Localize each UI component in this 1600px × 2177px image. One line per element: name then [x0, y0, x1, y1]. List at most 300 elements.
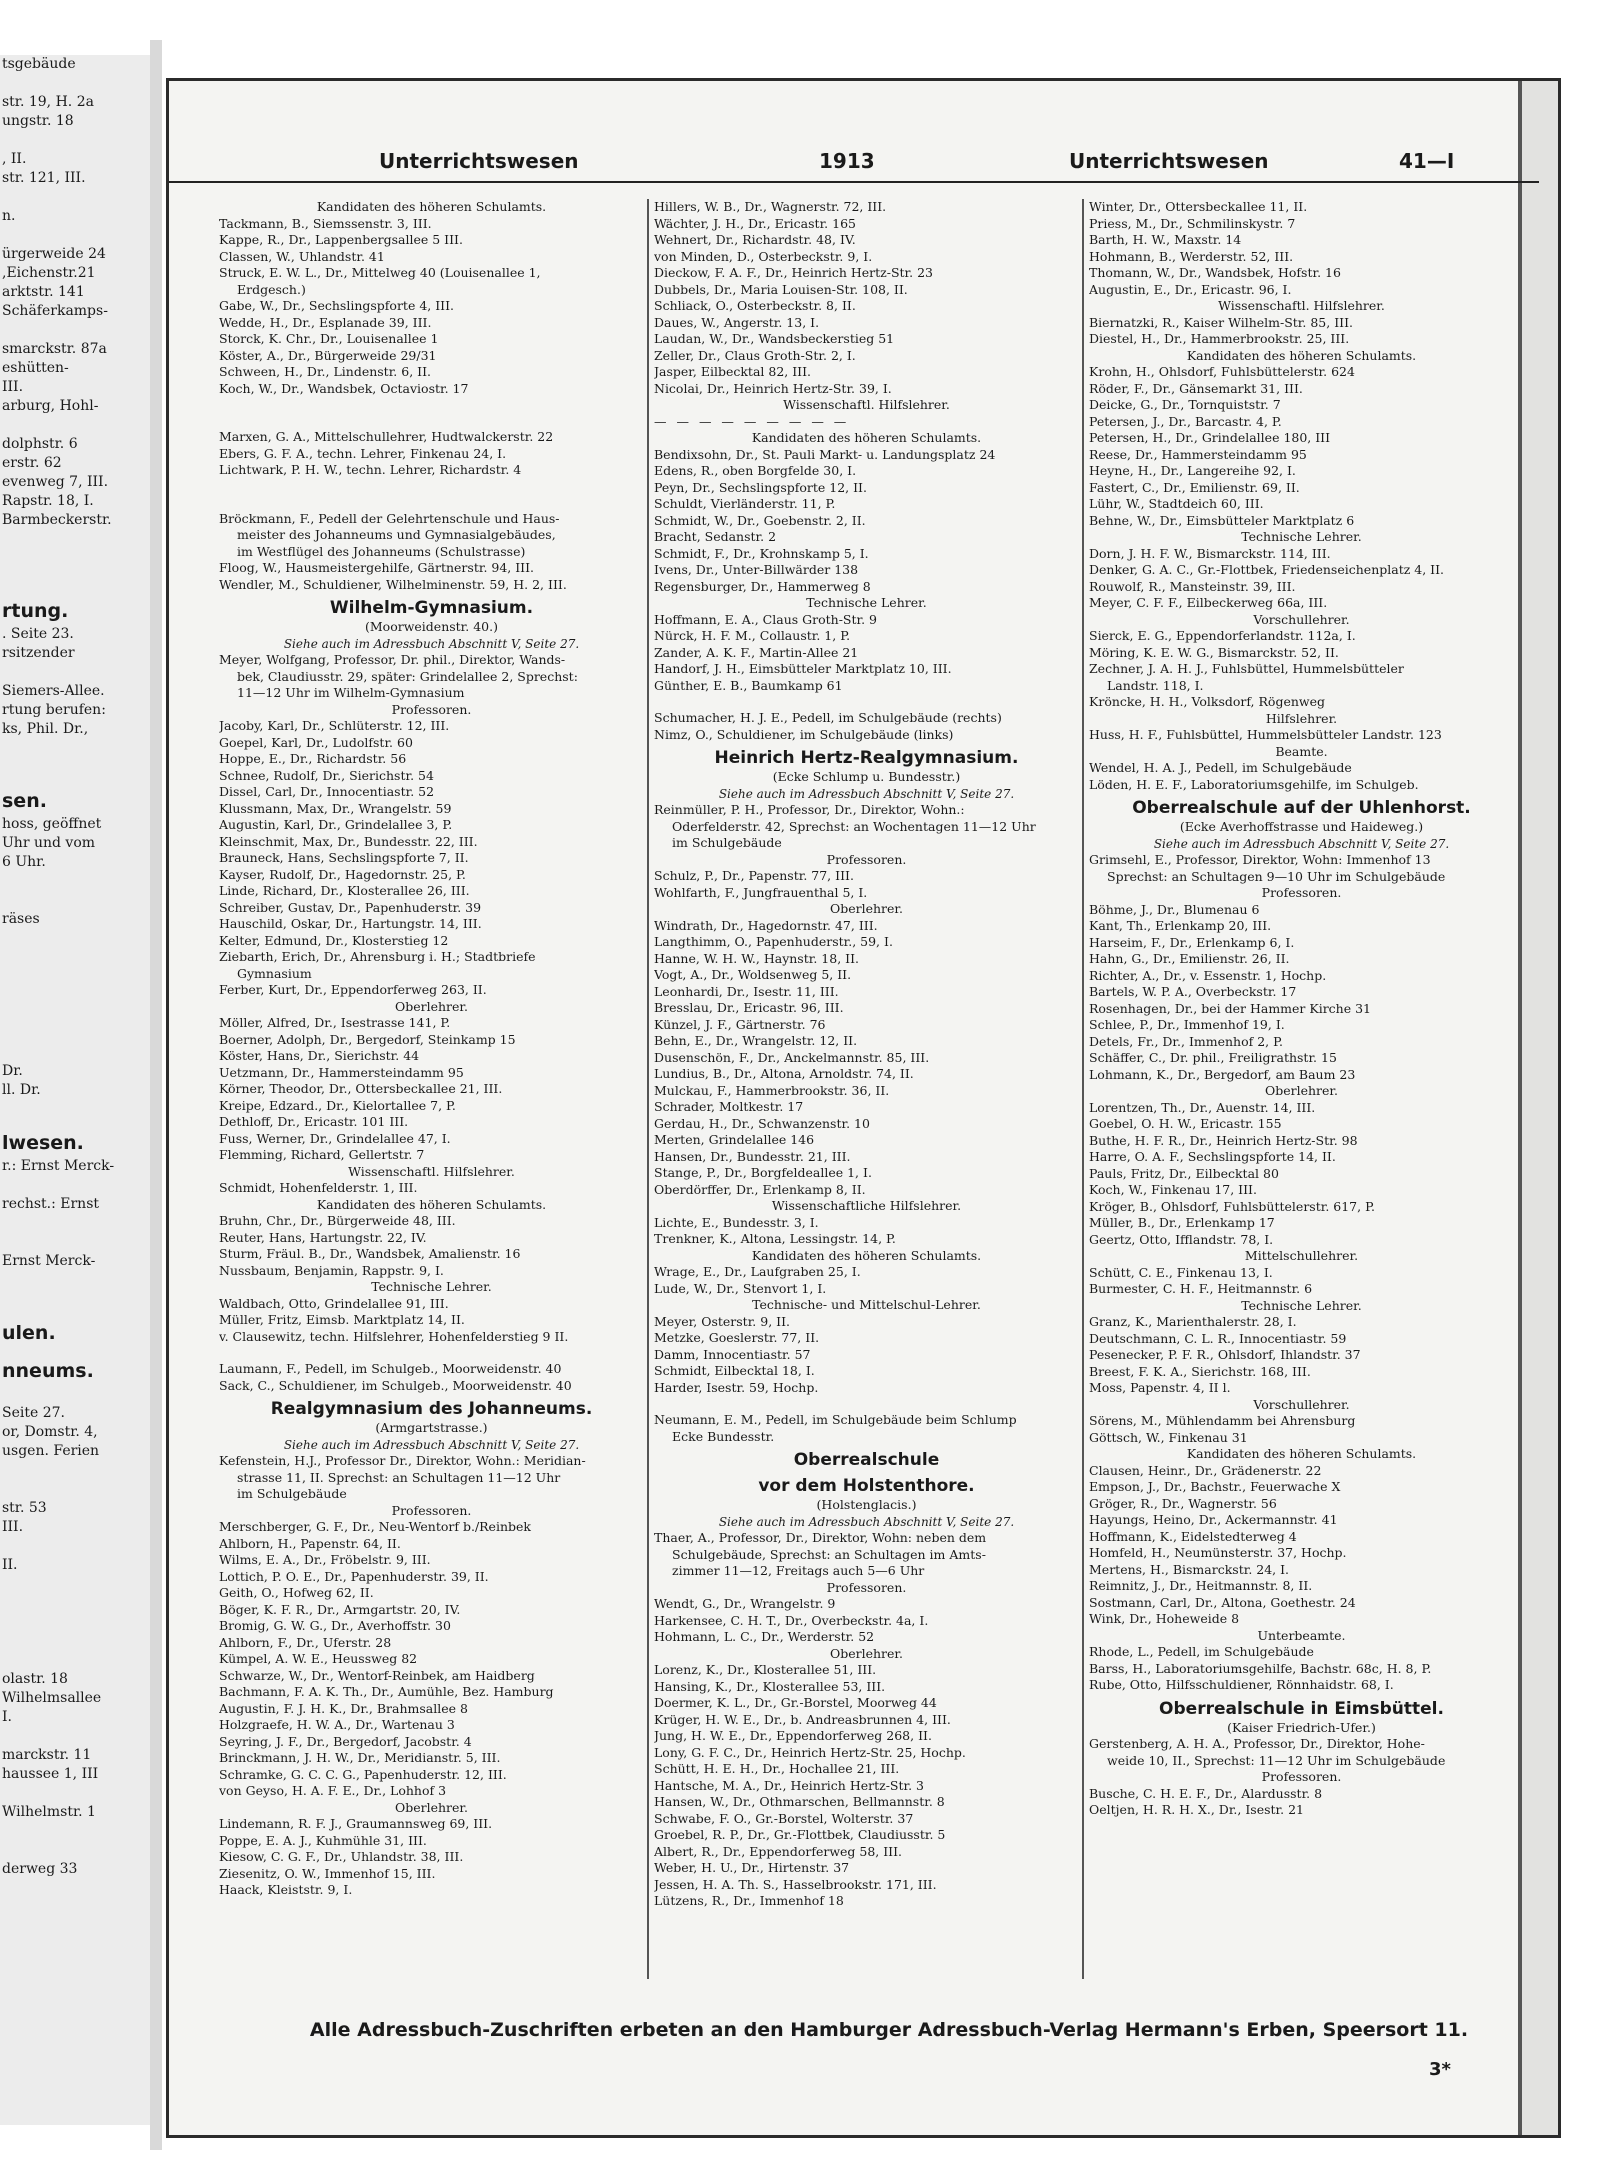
section-subheading: Kandidaten des höheren Schulamts. — [751, 1247, 982, 1263]
entry-line: Goepel, Karl, Dr., Ludolfstr. 60 — [219, 734, 413, 750]
entry-line: Köster, A., Dr., Bürgerweide 29/31 — [219, 347, 437, 363]
entry-line: Schramke, G. C. C. G., Papenhuderstr. 12, III. — [219, 1766, 507, 1782]
prev-page-line — [0, 1005, 150, 1024]
entry-line: Gerdau, H., Dr., Schwanzenstr. 10 — [654, 1115, 870, 1131]
entry-line: Erdgesch.) — [237, 281, 306, 297]
entry-line: Oderfelderstr. 42, Sprechst: an Wochentagen 11—12 Uhr — [672, 818, 1036, 834]
prev-page-line — [0, 74, 150, 93]
prev-page-line — [0, 1651, 150, 1670]
entry-line: Kreipe, Edzard., Dr., Kielortallee 7, P. — [219, 1097, 456, 1113]
entry-line: Schlee, P., Dr., Immenhof 19, I. — [1089, 1017, 1285, 1032]
entry-line: Augustin, E., Dr., Ericastr. 96, I. — [1089, 281, 1292, 297]
entry-line: Kant, Th., Erlenkamp 20, III. — [1089, 918, 1272, 933]
prev-page-line: Seite 27. — [2, 1405, 65, 1421]
section-subheading: Professoren. — [826, 851, 907, 867]
section-title: Heinrich Hertz-Realgymnasium. — [714, 748, 1019, 768]
entry-line: Kappe, R., Dr., Lappenbergsallee 5 III. — [219, 232, 463, 247]
entry-line: 11—12 Uhr im Wilhelm-Gymnasium — [237, 685, 465, 700]
section-subheading: Oberlehrer. — [394, 1799, 469, 1815]
entry-line: Weber, H. U., Dr., Hirtenstr. 37 — [654, 1860, 850, 1875]
entry-line: Ivens, Dr., Unter-Billwärder 138 — [654, 562, 859, 577]
entry-line: v. Clausewitz, techn. Hilfslehrer, Hohenfelderstieg 9 II. — [219, 1328, 569, 1344]
entry-line: Kayser, Rudolf, Dr., Hagedornstr. 25, P. — [219, 866, 466, 882]
entry-line: Geertz, Otto, Ifflandstr. 78, I. — [1089, 1231, 1274, 1247]
prev-page-line: arktstr. 141 — [2, 284, 85, 300]
prev-page-line: haussee 1, III — [2, 1766, 99, 1782]
entry-line: Schmidt, W., Dr., Goebenstr. 2, II. — [654, 512, 866, 528]
section-subheading: Siehe auch im Adressbuch Abschnitt V, Seite 27. — [1153, 836, 1450, 851]
section-subheading: Siehe auch im Adressbuch Abschnitt V, Seite 27. — [718, 1514, 1015, 1529]
section-subheading: Technische Lehrer. — [1241, 1297, 1362, 1313]
prev-page-line — [0, 1822, 150, 1841]
entry-line: Zander, A. K. F., Martin-Allee 21 — [654, 644, 859, 660]
section-subheading: Oberlehrer. — [1264, 1083, 1339, 1098]
entry-line: Priess, M., Dr., Schmilinskystr. 7 — [1089, 215, 1296, 231]
entry-line: Richter, A., Dr., v. Essenstr. 1, Hochp. — [1089, 967, 1327, 983]
column-divider — [1082, 199, 1084, 1979]
prev-page-line: ürgerweide 24 — [2, 246, 106, 262]
entry-line: Reinmüller, P. H., Professor, Dr., Direktor, Wohn.: — [654, 802, 965, 817]
header-left-title: Unterrichtswesen — [379, 149, 579, 173]
prev-page-line: Schäferkamps- — [2, 303, 108, 319]
prev-page-line: 6 Uhr. — [2, 854, 46, 870]
prev-page-line: rtung. — [2, 600, 69, 622]
entry-line: Floog, W., Hausmeistergehilfe, Gärtnerstr. 94, III. — [219, 560, 535, 575]
entry-line: Rouwolf, R., Mansteinstr. 39, III. — [1089, 578, 1296, 594]
entry-line: Kleinschmit, Max, Dr., Bundesstr. 22, III. — [219, 833, 478, 849]
entry-line: Schuldt, Vierländerstr. 11, P. — [654, 496, 836, 511]
prev-page-line: Barmbeckerstr. — [2, 512, 112, 528]
entry-line: Gabe, W., Dr., Sechslingspforte 4, III. — [219, 298, 455, 313]
prev-page-line: Ernst Merck- — [2, 1253, 96, 1269]
entry-line: Homfeld, H., Neumünsterstr. 37, Hochp. — [1089, 1545, 1347, 1560]
entry-line: Hahn, G., Dr., Emilienstr. 26, II. — [1089, 951, 1290, 966]
entry-line: Empson, J., Dr., Bachstr., Feuerwache X — [1089, 1479, 1341, 1494]
section-subheading: Oberlehrer. — [829, 1645, 904, 1661]
section-subheading: Kandidaten des höheren Schulamts. — [316, 199, 547, 214]
entry-line: Bruhn, Chr., Dr., Bürgerweide 48, III. — [219, 1213, 456, 1228]
entry-line: Harkensee, C. H. T., Dr., Overbeckstr. 4a, I. — [654, 1612, 929, 1628]
entry-line: Meyer, Wolfgang, Professor, Dr. phil., Direktor, Wands- — [219, 652, 566, 667]
entry-line — [219, 397, 644, 413]
entry-line: Thomann, W., Dr., Wandsbek, Hofstr. 16 — [1089, 265, 1341, 280]
entry-line: Dubbels, Dr., Maria Louisen-Str. 108, II. — [654, 281, 908, 297]
entry-line: Hohmann, B., Werderstr. 52, III. — [1089, 248, 1294, 264]
entry-line: Reuter, Hans, Hartungstr. 22, IV. — [219, 1229, 427, 1245]
entry-line: Hanne, W. H. W., Haynstr. 18, II. — [654, 950, 859, 966]
entry-line: Augustin, Karl, Dr., Grindelallee 3, P. — [219, 817, 453, 832]
entry-line: Kelter, Edmund, Dr., Klosterstieg 12 — [219, 932, 449, 948]
prev-page-line: tsgebäude — [2, 56, 76, 72]
entry-line: Zeller, Dr., Claus Groth-Str. 2, I. — [654, 347, 856, 363]
section-subheading: Beamte. — [1275, 743, 1328, 759]
prev-page-line: Uhr und vom — [2, 835, 96, 851]
entry-line: Schumacher, H. J. E., Pedell, im Schulgebäude (rechts) — [654, 710, 1002, 725]
entry-line: Lorentzen, Th., Dr., Auenstr. 14, III. — [1089, 1099, 1316, 1115]
section-subheading: Siehe auch im Adressbuch Abschnitt V, Seite 27. — [283, 636, 580, 651]
entry-line: Huss, H. F., Fuhlsbüttel, Hummelsbütteler Landstr. 123 — [1089, 727, 1442, 742]
entry-line: Schäffer, C., Dr. phil., Freiligrathstr. 15 — [1089, 1050, 1337, 1065]
entry-line: Schreiber, Gustav, Dr., Papenhuderstr. 39 — [219, 899, 482, 915]
entry-line: Hoppe, E., Dr., Richardstr. 56 — [219, 751, 407, 766]
entry-line: Dorn, J. H. F. W., Bismarckstr. 114, III. — [1089, 545, 1331, 561]
entry-line: Leonhardi, Dr., Isestr. 11, III. — [654, 983, 839, 999]
prev-page-line — [0, 986, 150, 1005]
entry-line: Lützens, R., Dr., Immenhof 18 — [654, 1893, 844, 1908]
signature-mark: 3* — [1429, 2059, 1451, 2080]
entry-line: Sierck, E. G., Eppendorferlandstr. 112a, I. — [1089, 628, 1356, 643]
entry-line: Barth, H. W., Maxstr. 14 — [1089, 232, 1242, 247]
entry-line: Struck, E. W. L., Dr., Mittelweg 40 (Louisenallee 1, — [219, 265, 541, 280]
entry-line: von Geyso, H. A. F. E., Dr., Lohhof 3 — [219, 1783, 447, 1798]
entry-line: Classen, W., Uhlandstr. 41 — [219, 248, 385, 264]
prev-page-line — [0, 226, 150, 245]
entry-line: Marxen, G. A., Mittelschullehrer, Hudtwalckerstr. 22 — [219, 429, 554, 444]
entry-line: Löden, H. E. F., Laboratoriumsgehilfe, im Schulgeb. — [1089, 776, 1419, 792]
entry-line: Klussmann, Max, Dr., Wrangelstr. 59 — [219, 800, 452, 816]
entry-line: Lundius, B., Dr., Altona, Arnoldstr. 74, II. — [654, 1066, 914, 1081]
entry-line: Hoffmann, K., Eidelstedterweg 4 — [1089, 1528, 1297, 1544]
entry-line: Ahlborn, F., Dr., Uferstr. 28 — [219, 1634, 392, 1650]
section-title: Realgymnasium des Johanneums. — [270, 1399, 593, 1419]
prev-page-line — [0, 1176, 150, 1195]
section-subheading: (Kaiser Friedrich-Ufer.) — [1227, 1719, 1376, 1735]
section-subheading: (Moorweidenstr. 40.) — [365, 619, 498, 634]
entry-line: Doermer, K. L., Dr., Gr.-Borstel, Moorweg 44 — [654, 1695, 937, 1710]
entry-line: Harre, O. A. F., Sechslingspforte 14, II. — [1089, 1149, 1336, 1164]
prev-page-line: erstr. 62 — [2, 455, 62, 471]
entry-line: Edens, R., oben Borgfelde 30, I. — [654, 463, 857, 478]
entry-line — [219, 413, 644, 429]
prev-page-line: II. — [2, 1557, 18, 1573]
entry-line: Reimnitz, J., Dr., Heitmannstr. 8, II. — [1089, 1578, 1313, 1593]
entry-line: Harseim, F., Dr., Erlenkamp 6, I. — [1089, 934, 1295, 950]
section-subheading: Professoren. — [1261, 1769, 1342, 1784]
prev-page-line: eshütten- — [2, 360, 69, 376]
prev-page-line: str. 19, H. 2a — [2, 94, 94, 110]
prev-page-line: Rapstr. 18, I. — [2, 493, 94, 509]
entry-line: Petersen, H., Dr., Grindelallee 180, III — [1089, 430, 1331, 445]
prev-page-line — [0, 321, 150, 340]
entry-line: Waldbach, Otto, Grindelallee 91, III. — [219, 1295, 449, 1311]
prev-page-line: räses — [2, 911, 40, 927]
section-subheading: (Holstenglacis.) — [816, 1497, 917, 1512]
entry-line: Koch, W., Finkenau 17, III. — [1089, 1182, 1257, 1197]
entry-line: Fuss, Werner, Dr., Grindelallee 47, I. — [219, 1130, 451, 1146]
prev-page-line — [0, 739, 150, 758]
entry-line: Windrath, Dr., Hagedornstr. 47, III. — [654, 917, 878, 933]
prev-page-line: n. — [2, 208, 16, 224]
entry-line: Haack, Kleiststr. 9, I. — [219, 1882, 353, 1897]
entry-line: Nicolai, Dr., Heinrich Hertz-Str. 39, I. — [654, 380, 892, 396]
prev-page-line: ll. Dr. — [2, 1082, 41, 1098]
entry-line: Hoffmann, E. A., Claus Groth-Str. 9 — [654, 611, 878, 627]
entry-line: Hayungs, Heino, Dr., Ackermannstr. 41 — [1089, 1512, 1338, 1527]
entry-line: Lude, W., Dr., Stenvort 1, I. — [654, 1280, 827, 1296]
section-subheading: Siehe auch im Adressbuch Abschnitt V, Seite 27. — [718, 786, 1015, 801]
entry-line: Göttsch, W., Finkenau 31 — [1089, 1429, 1248, 1445]
entry-line: Kiesow, C. G. F., Dr., Uhlandstr. 38, III. — [219, 1849, 464, 1864]
prev-page-line — [0, 1784, 150, 1803]
section-subheading: Kandidaten des höheren Schulamts. — [751, 430, 982, 445]
entry-line: Diestel, H., Dr., Hammerbrookstr. 25, III. — [1089, 331, 1350, 346]
entry-line: Meyer, C. F. F., Eilbeckerweg 66a, III. — [1089, 595, 1328, 610]
prev-page-line — [0, 549, 150, 568]
entry-line: Gerstenberg, A. H. A., Professor, Dr., Direktor, Hohe- — [1089, 1736, 1425, 1751]
section-title: Oberrealschule — [793, 1450, 940, 1470]
entry-line: Ecke Bundesstr. — [672, 1428, 775, 1444]
section-subheading: Kandidaten des höheren Schulamts. — [1186, 1446, 1417, 1461]
entry-line: Lony, G. F. C., Dr., Heinrich Hertz-Str. 25, Hochp. — [654, 1744, 966, 1760]
entry-line: Schwarze, W., Dr., Wentorf-Reinbek, am Haidberg — [219, 1667, 535, 1683]
page-footer: Alle Adressbuch-Zuschriften erbeten an den Hamburger Adressbuch-Verlag Hermann's Erben, Speersort 11. — [309, 2019, 1469, 2041]
prev-page-line: derweg 33 — [2, 1861, 78, 1877]
entry-line: Bresslau, Dr., Ericastr. 96, III. — [654, 1000, 844, 1015]
entry-line: Krüger, H. W. E., Dr., b. Andreasbrunnen 4, III. — [654, 1711, 951, 1727]
entry-line: meister des Johanneums und Gymnasialgebäudes, — [237, 527, 556, 542]
prev-page-line: evenweg 7, III. — [2, 474, 109, 490]
section-subheading: Professoren. — [1261, 885, 1342, 900]
entry-line: Schütt, H. E. H., Dr., Hochallee 21, III. — [654, 1761, 900, 1776]
prev-page-line: lwesen. — [2, 1132, 84, 1154]
section-subheading: Wissenschaftl. Hilfslehrer. — [1218, 298, 1385, 313]
prev-page-line — [0, 1480, 150, 1499]
entry-line: Behn, E., Dr., Wrangelstr. 12, II. — [654, 1033, 858, 1048]
entry-line: Neumann, E. M., Pedell, im Schulgebäude beim Schlump — [654, 1412, 1017, 1427]
section-subheading: (Ecke Schlump u. Bundesstr.) — [772, 769, 961, 784]
entry-line: Hauschild, Oskar, Dr., Hartungstr. 14, III. — [219, 916, 482, 931]
entry-line: Groebel, R. P., Dr., Gr.-Flottbek, Claudiusstr. 5 — [654, 1827, 946, 1842]
entry-line: Hillers, W. B., Dr., Wagnerstr. 72, III. — [654, 199, 887, 214]
entry-line: Boerner, Adolph, Dr., Bergedorf, Steinkamp 15 — [219, 1031, 516, 1047]
prev-page-line: str. 121, III. — [2, 170, 86, 186]
entry-line: Jung, H. W. E., Dr., Eppendorferweg 268, II. — [654, 1728, 932, 1743]
prev-page-line: , II. — [2, 151, 27, 167]
entry-line: Laudan, W., Dr., Wandsbeckerstieg 51 — [654, 331, 895, 346]
section-subheading: Kandidaten des höheren Schulamts. — [1186, 347, 1417, 363]
header-year: 1913 — [819, 149, 875, 173]
entry-line: Nussbaum, Benjamin, Rappstr. 9, I. — [219, 1262, 444, 1278]
prev-page-line: Dr. — [2, 1063, 23, 1079]
section-subheading: Mittelschullehrer. — [1244, 1248, 1359, 1263]
section-subheading: Wissenschaftl. Hilfslehrer. — [348, 1163, 515, 1179]
entry-line: Köster, Hans, Dr., Sierichstr. 44 — [219, 1048, 420, 1063]
prev-page-line — [0, 929, 150, 948]
entry-line: Schulgebäude, Sprechst: an Schultagen im Amts- — [672, 1546, 986, 1562]
entry-line: Sturm, Fräul. B., Dr., Wandsbek, Amalienstr. 16 — [219, 1246, 521, 1261]
entry-line: Günther, E. B., Baumkamp 61 — [654, 677, 843, 693]
entry-line: Sprechst: an Schultagen 9—10 Uhr im Schulgebäude — [1107, 868, 1446, 884]
section-title: Wilhelm-Gymnasium. — [329, 598, 534, 618]
section-subheading: Professoren. — [391, 1502, 472, 1518]
entry-line: Rube, Otto, Hilfsschuldiener, Rönnhaidstr. 68, I. — [1089, 1677, 1394, 1692]
entry-line: Regensburger, Dr., Hammerweg 8 — [654, 578, 871, 594]
prev-page-line: Wilhelmstr. 1 — [2, 1804, 96, 1820]
prev-page-line — [0, 872, 150, 891]
prev-page-line: III. — [2, 379, 24, 395]
entry-line: Granz, K., Marienthalerstr. 28, I. — [1089, 1314, 1297, 1329]
entry-line: im Schulgebäude — [672, 835, 782, 850]
entry-line: Busche, C. H. E. F., Dr., Alardusstr. 8 — [1089, 1785, 1323, 1801]
entry-line: bek, Claudiusstr. 29, später: Grindelallee 2, Sprechst: — [237, 668, 578, 684]
section-subheading: Kandidaten des höheren Schulamts. — [316, 1196, 547, 1212]
prev-page-line — [0, 1461, 150, 1480]
entry-line: Dusenschön, F., Dr., Anckelmannstr. 85, III. — [654, 1049, 930, 1065]
entry-line: Kefenstein, H.J., Professor Dr., Direktor, Wohn.: Meridian- — [219, 1453, 586, 1468]
prev-page-line — [0, 1214, 150, 1233]
entry-line: Moss, Papenstr. 4, II l. — [1089, 1380, 1231, 1395]
prev-page-line: ulen. — [2, 1322, 56, 1344]
prev-page-line — [0, 530, 150, 549]
entry-line: Langthimm, O., Papenhuderstr., 59, I. — [654, 934, 893, 949]
prev-page-line: or, Domstr. 4, — [2, 1424, 98, 1440]
prev-page-line — [0, 948, 150, 967]
prev-page-line — [0, 1100, 150, 1119]
entry-line: Ferber, Kurt, Dr., Eppendorferweg 263, II. — [219, 982, 487, 997]
entry-line: Stange, P., Dr., Borgfeldeallee 1, I. — [654, 1165, 872, 1180]
entry-line: Biernatzki, R., Kaiser Wilhelm-Str. 85, III. — [1089, 314, 1353, 330]
entry-line: Augustin, F. J. H. K., Dr., Brahmsallee 8 — [219, 1700, 468, 1716]
entry-line: Wohlfarth, F., Jungfrauenthal 5, I. — [654, 884, 868, 900]
prev-page-line — [0, 131, 150, 150]
entry-line: Lottich, P. O. E., Dr., Papenhuderstr. 39, II. — [219, 1568, 489, 1584]
entry-line: Nürck, H. F. M., Collaustr. 1, P. — [654, 628, 851, 643]
prev-page-line — [0, 1271, 150, 1290]
entry-line: Bachmann, F. A. K. Th., Dr., Aumühle, Bez. Hamburg — [219, 1684, 554, 1699]
entry-line: Petersen, J., Dr., Barcastr. 4, P. — [1089, 413, 1282, 429]
entry-line: Bromig, G. W. G., Dr., Averhoffstr. 30 — [219, 1618, 451, 1633]
prev-page-line — [0, 188, 150, 207]
prev-page-line: usgen. Ferien — [2, 1443, 100, 1459]
entry-line — [219, 495, 644, 511]
entry-line: Metzke, Goeslerstr. 77, II. — [654, 1330, 820, 1345]
entry-line: Hansen, W., Dr., Othmarschen, Bellmannstr. 8 — [654, 1794, 945, 1809]
prev-page-line — [0, 1841, 150, 1860]
entry-line: Kümpel, A. W. E., Heussweg 82 — [219, 1651, 418, 1666]
entry-line: Goebel, O. H. W., Ericastr. 155 — [1089, 1116, 1282, 1131]
prev-page-line: marckstr. 11 — [2, 1747, 92, 1763]
prev-page-line: arburg, Hohl- — [2, 398, 99, 414]
entry-line: Flemming, Richard, Gellertstr. 7 — [219, 1147, 425, 1162]
entry-line: Harder, Isestr. 59, Hochp. — [654, 1379, 819, 1395]
entry-line: Daues, W., Angerstr. 13, I. — [654, 314, 820, 330]
section-subheading: Oberlehrer. — [394, 998, 469, 1014]
entry-line: Ziesenitz, O. W., Immenhof 15, III. — [219, 1865, 436, 1881]
section-title: Oberrealschule auf der Uhlenhorst. — [1132, 798, 1471, 818]
column-1 — [219, 199, 644, 1979]
entry-line: Schmidt, Eilbecktal 18, I. — [654, 1363, 815, 1378]
entry-line: Möring, K. E. W. G., Bismarckstr. 52, II. — [1089, 644, 1339, 660]
entry-line: Storck, K. Chr., Dr., Louisenallee 1 — [219, 331, 439, 346]
entry-line: Kröncke, H. H., Volksdorf, Rögenweg — [1089, 694, 1325, 709]
entry-line: Sostmann, Carl, Dr., Altona, Goethestr. 24 — [1089, 1594, 1356, 1610]
entry-line: Wedde, H., Dr., Esplanade 39, III. — [219, 314, 432, 330]
column-divider — [647, 199, 649, 1979]
entry-line: — — — — — — — — — — [654, 413, 850, 429]
entry-line: Pesenecker, P. F. R., Ohlsdorf, Ihlandstr. 37 — [1089, 1347, 1361, 1362]
entry-line — [654, 694, 1079, 710]
prev-page-line — [0, 1024, 150, 1043]
header-page-number: 41—I — [1399, 149, 1455, 173]
book-binding — [150, 40, 162, 2150]
prev-page-line: r.: Ernst Merck- — [2, 1158, 115, 1174]
entry-line: Tackmann, B., Siemssenstr. 3, III. — [219, 215, 432, 231]
entry-line: Gymnasium — [237, 965, 312, 981]
prev-page-line: nneums. — [2, 1360, 94, 1382]
prev-page-line: rtung berufen: — [2, 702, 106, 718]
prev-page-line — [0, 1575, 150, 1594]
entry-line: Albert, R., Dr., Eppendorferweg 58, III. — [654, 1843, 903, 1859]
entry-line: Müller, B., Dr., Erlenkamp 17 — [1089, 1215, 1275, 1230]
section-subheading: Hilfslehrer. — [1265, 710, 1338, 726]
entry-line: Bröckmann, F., Pedell der Gelehrtenschule und Haus- — [219, 510, 560, 526]
entry-line: Schwabe, F. O., Gr.-Borstel, Wolterstr. 37 — [654, 1810, 914, 1826]
entry-line: Ziebarth, Erich, Dr., Ahrensburg i. H.; Stadtbriefe — [219, 949, 536, 964]
entry-line: Thaer, A., Professor, Dr., Direktor, Wohn: neben dem — [654, 1530, 987, 1545]
prev-page-line — [0, 568, 150, 587]
entry-line: Schulz, P., Dr., Papenstr. 77, III. — [654, 868, 854, 883]
entry-line: Brinckmann, J. H. W., Dr., Meridianstr. 5, III. — [219, 1750, 501, 1765]
entry-line: Lühr, W., Stadtdeich 60, III. — [1089, 496, 1264, 511]
prev-page-line — [0, 1537, 150, 1556]
entry-line: Meyer, Osterstr. 9, II. — [654, 1313, 790, 1329]
entry-line: Lichte, E., Bundesstr. 3, I. — [654, 1214, 819, 1230]
section-subheading: Wissenschaftliche Hilfslehrer. — [771, 1198, 962, 1213]
prev-page-line — [0, 1043, 150, 1062]
entry-line: Oberdörffer, Dr., Erlenkamp 8, II. — [654, 1181, 866, 1197]
prev-page-line — [0, 1613, 150, 1632]
column-3 — [1089, 199, 1514, 1979]
entry-line: im Westflügel des Johanneums (Schulstrasse) — [237, 543, 526, 559]
entry-line: Röder, F., Dr., Gänsemarkt 31, III. — [1089, 380, 1303, 396]
entry-line: weide 10, II., Sprechst: 11—12 Uhr im Schulgebäude — [1107, 1752, 1446, 1768]
entry-line: Schrader, Moltkestr. 17 — [654, 1099, 804, 1114]
prev-page-line: smarckstr. 87a — [2, 341, 107, 357]
prev-page-line: str. 53 — [2, 1500, 47, 1516]
prev-page-line: dolphstr. 6 — [2, 436, 78, 452]
section-subheading: Vorschullehrer. — [1253, 1396, 1350, 1412]
entry-line: Deutschmann, C. L. R., Innocentiastr. 59 — [1089, 1330, 1347, 1346]
previous-page-fragment — [0, 55, 153, 2125]
entry-line: Burmester, C. H. F., Heitmannstr. 6 — [1089, 1281, 1313, 1296]
entry-line: Lorenz, K., Dr., Klosterallee 51, III. — [654, 1662, 877, 1677]
entry-line: Rosenhagen, Dr., bei der Hammer Kirche 31 — [1089, 1000, 1372, 1016]
entry-line: Dieckow, F. A. F., Dr., Heinrich Hertz-Str. 23 — [654, 265, 934, 280]
entry-line: Dethloff, Dr., Ericastr. 101 III. — [219, 1114, 409, 1129]
entry-line: Merschberger, G. F., Dr., Neu-Wentorf b./Reinbek — [219, 1519, 531, 1534]
entry-line: Lichtwark, P. H. W., techn. Lehrer, Richardstr. 4 — [219, 462, 522, 477]
entry-line: Rhode, L., Pedell, im Schulgebäude — [1089, 1644, 1314, 1659]
section-subheading: Siehe auch im Adressbuch Abschnitt V, Seite 27. — [283, 1437, 580, 1452]
entry-line: Brauneck, Hans, Sechslingspforte 7, II. — [219, 850, 469, 865]
entry-line: Wrage, E., Dr., Laufgraben 25, I. — [654, 1264, 861, 1279]
entry-line: Damm, Innocentiastr. 57 — [654, 1346, 811, 1362]
entry-line: Barss, H., Laboratoriumsgehilfe, Bachstr. 68c, H. 8, P. — [1089, 1660, 1432, 1676]
entry-line: Pauls, Fritz, Dr., Eilbecktal 80 — [1089, 1165, 1279, 1181]
section-subheading: (Armgartstrasse.) — [375, 1420, 488, 1435]
prev-page-line — [0, 1594, 150, 1613]
entry-line: Hantsche, M. A., Dr., Heinrich Hertz-Str. 3 — [654, 1777, 925, 1793]
entry-line: zimmer 11—12, Freitags auch 5—6 Uhr — [672, 1563, 925, 1578]
column-2 — [654, 199, 1079, 1979]
entry-line: Detels, Fr., Dr., Immenhof 2, P. — [1089, 1033, 1283, 1049]
section-subheading: Unterbeamte. — [1257, 1627, 1346, 1643]
prev-page-line — [0, 663, 150, 682]
entry-line: Oeltjen, H. R. H. X., Dr., Isestr. 21 — [1089, 1802, 1304, 1817]
entry-line: Behne, W., Dr., Eimsbütteler Marktplatz 6 — [1089, 512, 1355, 528]
entry-line: Bracht, Sedanstr. 2 — [654, 529, 777, 544]
entry-line: Jessen, H. A. Th. S., Hasselbrookstr. 171, III. — [654, 1876, 937, 1892]
